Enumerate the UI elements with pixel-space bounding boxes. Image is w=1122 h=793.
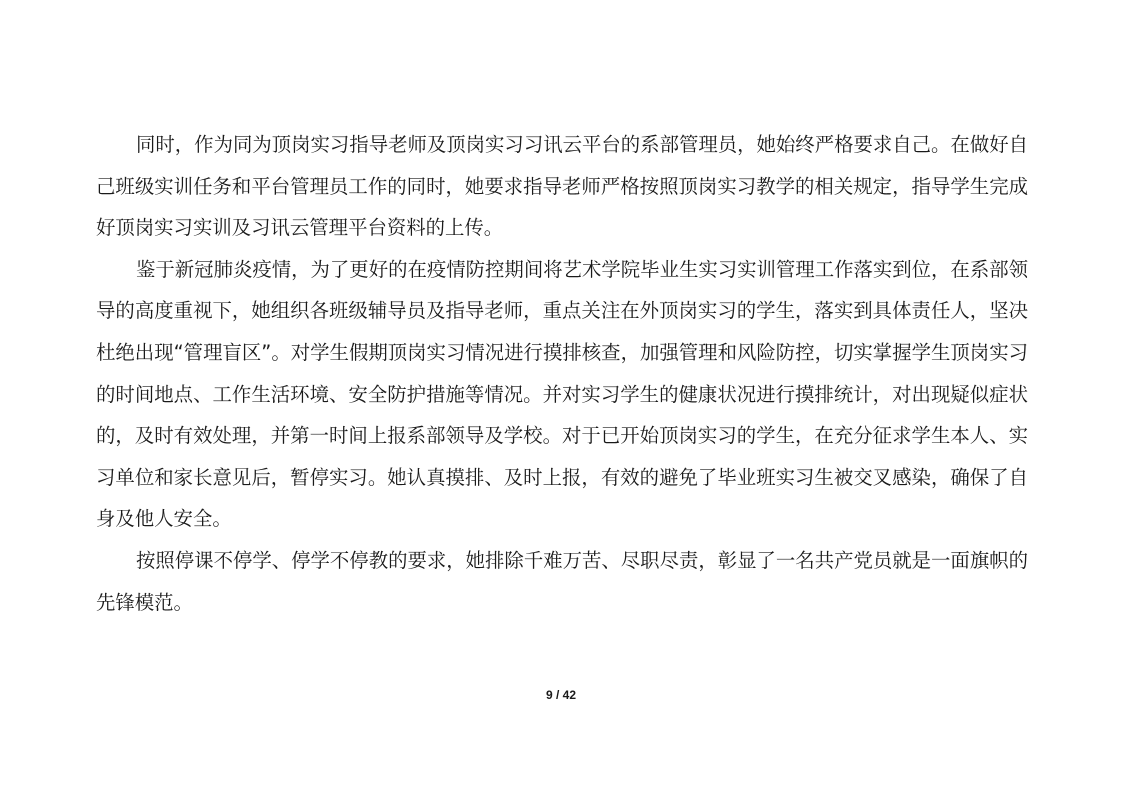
body-paragraph-3: 按照停课不停学、停学不停教的要求，她排除千难万苦、尽职尽责，彰显了一名共产党员就是一面旗帜的先锋模范。 — [96, 548, 1028, 614]
body-paragraph-2: 鉴于新冠肺炎疫情，为了更好的在疫情防控期间将艺术学院毕业生实习实训管理工作落实到位，在系部领导的高度重视下，她组织各班级辅导员及指导老师，重点关注在外顶岗实习的学生，落实到具体责任人，坚决杜绝出现“管理盲区”。对学生假期顶岗实习情况进行摸排核查，加强管理和风险防控，切实掌握学生顶岗实习的时间地点、工作生活环境、安全防护措施等情况。并对实习学生的健康状况进行摸排统计，对出现疑似症状的，及时有效处理，并第一时间上报系部领导及学校。对于已开始顶岗实习的学生，在充分征求学生本人、实习单位和家长意见后，暂停实习。她认真摸排、及时上报，有效的避免了毕业班实习生被交叉感染，确保了自身及他人安全。 — [96, 257, 1028, 531]
page-number: 9 / 42 — [545, 688, 577, 702]
document-body — [96, 124, 1028, 623]
body-paragraph-1: 同时，作为同为顶岗实习指导老师及顶岗实习习讯云平台的系部管理员，她始终严格要求自己。在做好自己班级实训任务和平台管理员工作的同时，她要求指导老师严格按照顶岗实习教学的相关规定，指导学生完成好顶岗实习实训及习讯云管理平台资料的上传。 — [96, 133, 1028, 240]
